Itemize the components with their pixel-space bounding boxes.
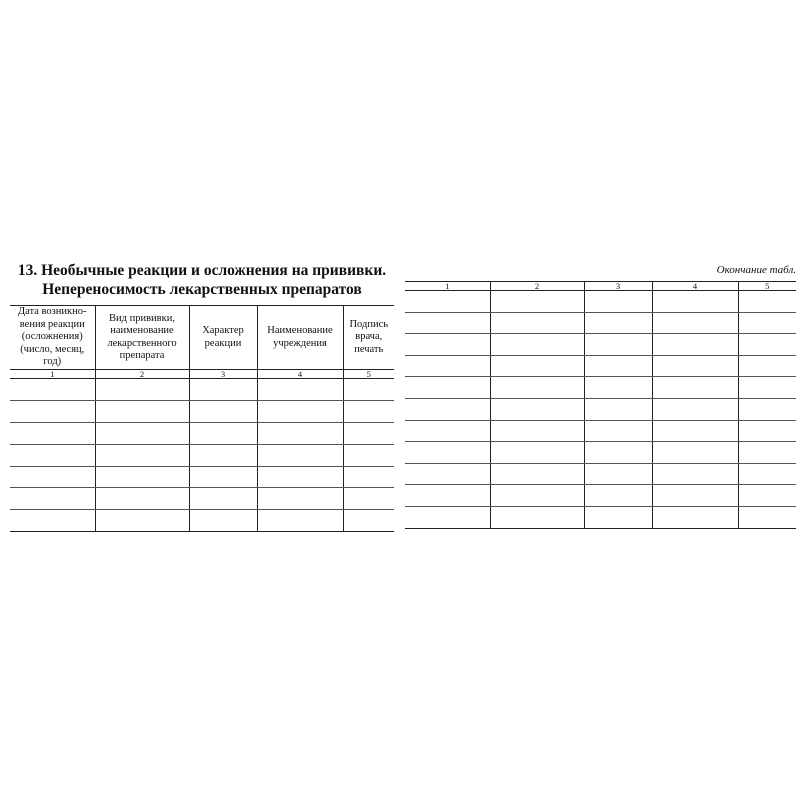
table-cell bbox=[10, 466, 95, 488]
table-row bbox=[405, 398, 796, 420]
table-row bbox=[405, 506, 796, 528]
table-cell bbox=[584, 485, 652, 507]
section-title bbox=[10, 261, 394, 299]
header-vaccine-type: Вид прививки, наименование лекарственного препарата bbox=[95, 306, 189, 370]
table-cell bbox=[343, 466, 394, 488]
table-cell bbox=[490, 442, 584, 464]
table-cell bbox=[738, 485, 796, 507]
table-row bbox=[405, 442, 796, 464]
table-cell bbox=[405, 463, 490, 485]
table-cell bbox=[490, 334, 584, 356]
table-cell bbox=[490, 420, 584, 442]
table-cell bbox=[405, 377, 490, 399]
table-cell bbox=[490, 291, 584, 313]
table-cell bbox=[652, 334, 738, 356]
table-cell bbox=[738, 355, 796, 377]
table-body bbox=[405, 291, 796, 529]
table-cell bbox=[490, 485, 584, 507]
table-cell bbox=[343, 422, 394, 444]
table-cell bbox=[490, 355, 584, 377]
table-cell bbox=[490, 463, 584, 485]
table-cell bbox=[95, 400, 189, 422]
table-cell bbox=[95, 466, 189, 488]
table-cell bbox=[405, 312, 490, 334]
reactions-table bbox=[10, 305, 394, 532]
section-title-line-1: 13. Необычные реакции и осложнения на прививки. bbox=[17, 262, 387, 279]
column-number: 4 bbox=[652, 282, 738, 291]
table-row bbox=[405, 334, 796, 356]
table-row bbox=[405, 463, 796, 485]
table-cell bbox=[652, 485, 738, 507]
table-row bbox=[405, 377, 796, 399]
table-cell bbox=[738, 442, 796, 464]
table-cell bbox=[95, 444, 189, 466]
column-number: 3 bbox=[584, 282, 652, 291]
table-cell bbox=[189, 444, 257, 466]
header-reaction-date: Дата возникно-вения реакции (осложнения) (число, месяц, год) bbox=[17, 306, 87, 368]
table-cell bbox=[584, 355, 652, 377]
table-cell bbox=[490, 398, 584, 420]
table-row bbox=[10, 510, 394, 532]
column-number: 1 bbox=[10, 370, 95, 379]
table-cell bbox=[738, 291, 796, 313]
table-cell bbox=[189, 466, 257, 488]
table-cell bbox=[257, 422, 343, 444]
column-number: 3 bbox=[189, 370, 257, 379]
column-number-row bbox=[10, 370, 394, 379]
table-cell bbox=[405, 291, 490, 313]
table-cell bbox=[405, 355, 490, 377]
header-institution-name: Наименование учреждения bbox=[257, 306, 343, 370]
table-cell bbox=[584, 398, 652, 420]
table-cell bbox=[343, 510, 394, 532]
table-cell bbox=[405, 420, 490, 442]
table-cell bbox=[257, 444, 343, 466]
header-doctor-signature: Подпись врача, печать bbox=[343, 306, 394, 370]
table-cell bbox=[584, 334, 652, 356]
section-title-line-2: Непереносимость лекарственных препаратов bbox=[42, 281, 362, 298]
table-cell bbox=[652, 398, 738, 420]
table-cell bbox=[490, 506, 584, 528]
table-cell bbox=[584, 442, 652, 464]
table-cell bbox=[95, 422, 189, 444]
table-cell bbox=[652, 355, 738, 377]
column-number: 5 bbox=[343, 370, 394, 379]
table-cell bbox=[10, 379, 95, 401]
continuation-label: Окончание табл. bbox=[716, 264, 796, 276]
table-cell bbox=[584, 506, 652, 528]
table-row bbox=[405, 485, 796, 507]
table-cell bbox=[10, 510, 95, 532]
table-cell bbox=[257, 379, 343, 401]
table-cell bbox=[738, 506, 796, 528]
table-row bbox=[405, 312, 796, 334]
table-cell bbox=[584, 463, 652, 485]
table-row bbox=[10, 444, 394, 466]
table-cell bbox=[405, 398, 490, 420]
column-number: 2 bbox=[95, 370, 189, 379]
table-cell bbox=[738, 377, 796, 399]
table-cell bbox=[343, 379, 394, 401]
header-reaction-character: Характер реакции bbox=[189, 306, 257, 370]
table-cell bbox=[652, 463, 738, 485]
table-row bbox=[10, 400, 394, 422]
table-cell bbox=[189, 379, 257, 401]
table-cell bbox=[343, 400, 394, 422]
table-row bbox=[10, 466, 394, 488]
table-cell bbox=[189, 400, 257, 422]
table-cell bbox=[490, 377, 584, 399]
table-cell bbox=[257, 400, 343, 422]
table-cell bbox=[95, 510, 189, 532]
table-cell bbox=[738, 463, 796, 485]
table-cell bbox=[652, 291, 738, 313]
table-cell bbox=[738, 312, 796, 334]
table-cell bbox=[584, 420, 652, 442]
table-cell bbox=[584, 291, 652, 313]
table-cell bbox=[652, 312, 738, 334]
table-cell bbox=[189, 488, 257, 510]
table-cell bbox=[738, 334, 796, 356]
table-cell bbox=[257, 488, 343, 510]
table-cell bbox=[405, 334, 490, 356]
table-cell bbox=[738, 398, 796, 420]
table-cell bbox=[405, 485, 490, 507]
column-number-row bbox=[405, 282, 796, 291]
table-cell bbox=[10, 488, 95, 510]
table-cell bbox=[405, 506, 490, 528]
table-row bbox=[405, 420, 796, 442]
column-number: 5 bbox=[738, 282, 796, 291]
column-number: 2 bbox=[490, 282, 584, 291]
column-number: 4 bbox=[257, 370, 343, 379]
table-row bbox=[405, 291, 796, 313]
table-cell bbox=[490, 312, 584, 334]
table-cell bbox=[10, 444, 95, 466]
reactions-table-continuation bbox=[405, 281, 796, 529]
table-cell bbox=[10, 400, 95, 422]
table-header-row bbox=[10, 306, 394, 370]
table-cell bbox=[652, 377, 738, 399]
column-number: 1 bbox=[405, 282, 490, 291]
table-cell bbox=[343, 488, 394, 510]
table-cell bbox=[652, 442, 738, 464]
table-cell bbox=[257, 510, 343, 532]
table-row bbox=[405, 355, 796, 377]
table-cell bbox=[584, 377, 652, 399]
table-cell bbox=[10, 422, 95, 444]
table-body bbox=[10, 379, 394, 532]
table-cell bbox=[189, 422, 257, 444]
table-cell bbox=[189, 510, 257, 532]
table-cell bbox=[95, 379, 189, 401]
table-cell bbox=[738, 420, 796, 442]
table-row bbox=[10, 488, 394, 510]
table-row bbox=[10, 422, 394, 444]
table-cell bbox=[95, 488, 189, 510]
table-cell bbox=[652, 506, 738, 528]
table-cell bbox=[405, 442, 490, 464]
table-row bbox=[10, 379, 394, 401]
table-cell bbox=[257, 466, 343, 488]
table-cell bbox=[652, 420, 738, 442]
table-cell bbox=[343, 444, 394, 466]
table-cell bbox=[584, 312, 652, 334]
